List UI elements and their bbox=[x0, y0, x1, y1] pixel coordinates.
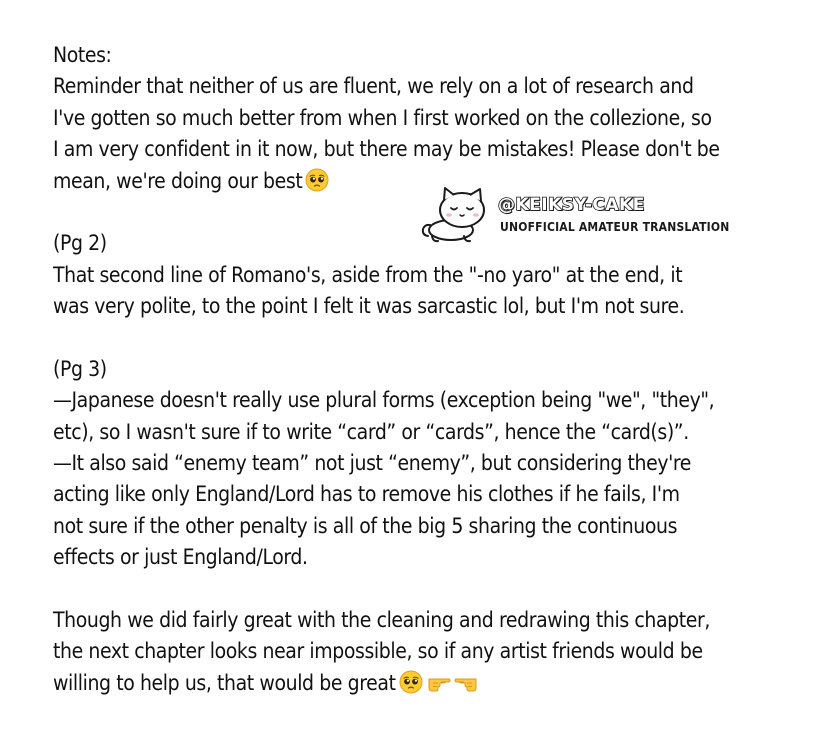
translator-watermark bbox=[418, 186, 728, 246]
text-line: That second line of Romano's, aside from the "-no yaro" at the end, it bbox=[53, 262, 683, 287]
pleading-face-emoji bbox=[399, 670, 423, 694]
watermark-handle: @KEIKSY-CAKE bbox=[498, 195, 645, 215]
text-line: I've gotten so much better from when I first worked on the collezione, so bbox=[53, 105, 712, 130]
text-line: the next chapter looks near impossible, so if any artist friends would be bbox=[53, 639, 703, 664]
section-heading-pg3: (Pg 3) bbox=[53, 356, 107, 381]
pointing-right-emoji bbox=[427, 670, 451, 694]
text-line: I am very confident in it now, but there may be mistakes! Please don't be bbox=[53, 137, 720, 162]
text-line-with-emoji bbox=[53, 668, 808, 699]
watermark-subtitle: UNOFFICIAL AMATEUR TRANSLATION bbox=[500, 220, 730, 234]
text-line: Reminder that neither of us are fluent, we rely on a lot of research and bbox=[53, 74, 694, 99]
pointing-left-emoji bbox=[454, 670, 478, 694]
text-line: acting like only England/Lord has to remove his clothes if he fails, I'm bbox=[53, 482, 680, 507]
blank-line bbox=[53, 574, 808, 605]
text-line: —Japanese doesn't really use plural forms (exception being "we", "they", bbox=[53, 388, 715, 413]
text-line: —It also said “enemy team” not just “enemy”, but considering they're bbox=[53, 451, 692, 476]
text-line: Though we did fairly great with the cleaning and redrawing this chapter, bbox=[53, 608, 710, 633]
text-line-content: mean, we're doing our best bbox=[53, 168, 303, 193]
pleading-face-emoji bbox=[305, 168, 329, 192]
notes-block bbox=[53, 40, 808, 699]
notes-heading: Notes: bbox=[53, 43, 112, 67]
cat-mascot-icon bbox=[418, 186, 492, 244]
text-line: effects or just England/Lord. bbox=[53, 545, 308, 570]
text-line-content: willing to help us, that would be great bbox=[53, 670, 396, 695]
section-heading-pg2: (Pg 2) bbox=[53, 231, 107, 256]
blank-line bbox=[53, 323, 808, 354]
text-line: etc), so I wasn't sure if to write “card” or “cards”, hence the “card(s)”. bbox=[53, 419, 689, 444]
text-line: was very polite, to the point I felt it was sarcastic lol, but I'm not sure. bbox=[53, 294, 685, 319]
text-line: not sure if the other penalty is all of the big 5 sharing the continuous bbox=[53, 513, 678, 538]
